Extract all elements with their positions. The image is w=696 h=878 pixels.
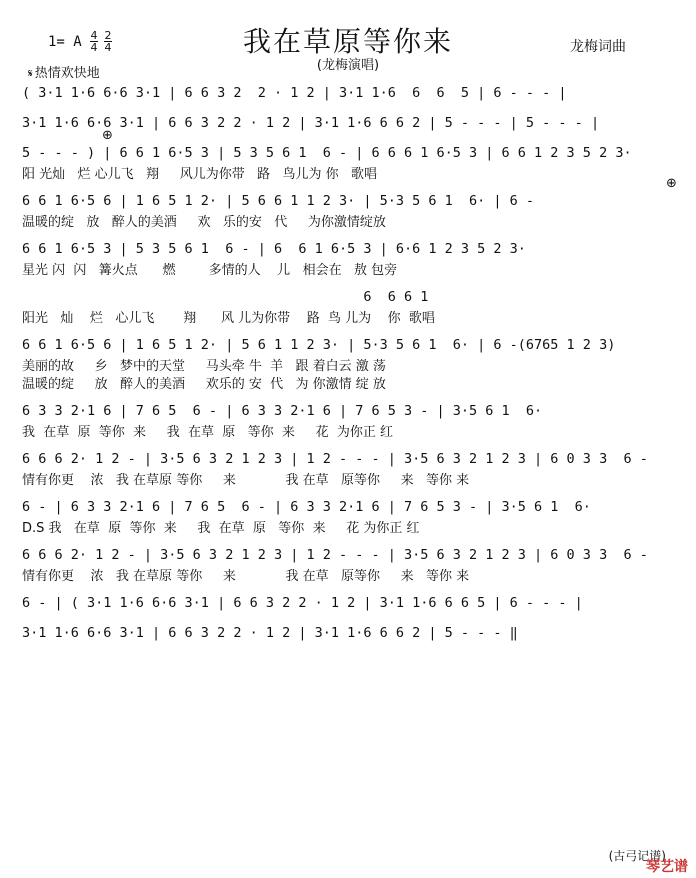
score-system — [22, 542, 678, 586]
score-system — [22, 398, 678, 442]
score-system — [22, 332, 678, 394]
notation-line: 6 6 6 1 — [22, 289, 429, 305]
time-signature-2: $\frac{2}{4}$ — [104, 29, 112, 54]
score-systems — [22, 80, 678, 650]
notation-line: 3·1 1·6 6·6 3·1 | 6 6 3 2 2 · 1 2 | 3·1 1·6 6 6 2 | 5 - - - ‖ — [22, 625, 518, 641]
lyric-line: D.S 我 在草 原 等你 来 我 在草 原 等你 来 花 为你正 红 — [22, 521, 420, 536]
lyric-line: 情有你更 浓 我 在草原 等你 来 我 在草 原等你 来 等你 来 — [22, 569, 470, 584]
composer-credit: 龙梅词曲 — [570, 39, 626, 55]
score-system — [22, 446, 678, 490]
notation-line: 6 3 3 2·1 6 | 7 6 5 6 - | 6 3 3 2·1 6 | 7 6 5 3 - | 3·5 6 1 6· — [22, 403, 543, 419]
site-watermark: 琴艺谱 — [646, 859, 688, 875]
lyric-line: 阳光 灿 烂 心儿飞 翔 风 儿为你带 路 鸟 儿为 你 歌唱 — [22, 311, 435, 326]
lyric-line: 美丽的故 乡 梦中的天堂 马头牵 牛 羊 跟 着白云 激 荡 — [22, 359, 386, 374]
notation-line: 6 - | 6 3 3 2·1 6 | 7 6 5 6 - | 6 3 3 2·1 6 | 7 6 5 3 - | 3·5 6 1 6· — [22, 499, 591, 515]
lyric-line: 我 在草 原 等你 来 我 在草 原 等你 来 花 为你正 红 — [22, 425, 393, 440]
score-system — [22, 128, 678, 184]
notation-line: 5 - - - ) | 6 6 1 6·5 3 | 5 3 5 6 1 6 - | 6 6 6 1 6·5 3 | 6 6 1 2 3 5 2 3· — [22, 145, 632, 161]
score-system — [22, 590, 678, 616]
coda-icon: ⊕ — [102, 128, 113, 143]
notation-line: 6 6 1 6·5 3 | 5 3 5 6 1 6 - | 6 6 1 6·5 3 | 6·6 1 2 3 5 2 3· — [22, 241, 526, 257]
lyric-line: 情有你更 浓 我 在草原 等你 来 我 在草 原等你 来 等你 来 — [22, 473, 470, 488]
score-system — [22, 80, 678, 106]
notation-line: 6 - | ( 3·1 1·6 6·6 3·1 | 6 6 3 2 2 · 1 2 | 3·1 1·6 6 6 5 | 6 - - - | — [22, 595, 583, 611]
score-system — [22, 284, 678, 328]
score-system — [22, 110, 678, 136]
score-system — [22, 620, 678, 646]
lyric-line: 阳 光灿 烂 心儿飞 翔 风儿为你带 路 鸟儿为 你 歌唱 — [22, 167, 378, 182]
notation-line: 6 6 1 6·5 6 | 1 6 5 1 2· | 5 6 1 1 2 3· | 5·3 5 6 1 6· | 6 -(6765 1 2 3) — [22, 337, 616, 353]
score-system — [22, 176, 678, 232]
score-system — [22, 494, 678, 538]
lyric-line: 温暖的绽 放 醉人的美酒 欢乐的 安 代 为 你激情 绽 放 — [22, 377, 386, 392]
score-system — [22, 236, 678, 280]
notation-line: 6 6 6 2· 1 2 - | 3·5 6 3 2 1 2 3 | 1 2 - - - | 3·5 6 3 2 1 2 3 | 6 0 3 3 6 - — [22, 547, 648, 563]
song-title: 我在草原等你来 — [242, 25, 453, 58]
time-signature-1: $\frac{4}{4}$ — [90, 29, 98, 54]
notation-line: 6 6 6 2· 1 2 - | 3·5 6 3 2 1 2 3 | 1 2 - - - | 3·5 6 3 2 1 2 3 | 6 0 3 3 6 - — [22, 451, 648, 467]
lyric-line: 星光 闪 闪 篝火点 燃 多情的人 儿 相会在 敖 包旁 — [22, 263, 398, 278]
tempo-marking: 𝄋 热情欢快地 — [28, 66, 100, 81]
notation-line: ( 3·1 1·6 6·6 3·1 | 6 6 3 2 2 · 1 2 | 3·1 1·6 6 6 5 | 6 - - - | — [22, 85, 567, 101]
lyric-line: 温暖的绽 放 醉人的美酒 欢 乐的安 代 为你激情绽放 — [22, 215, 386, 230]
key-signature: 1= A — [48, 34, 82, 50]
notation-line: 6 6 1 6·5 6 | 1 6 5 1 2· | 5 6 6 1 1 2 3· | 5·3 5 6 1 6· | 6 - — [22, 193, 535, 209]
notation-line: 3·1 1·6 6·6 3·1 | 6 6 3 2 2 · 1 2 | 3·1 1·6 6 6 2 | 5 - - - | 5 - - - | — [22, 115, 600, 131]
transcriber-credit: (古弓记谱) — [608, 849, 666, 863]
performer-note: (龙梅演唱) — [316, 58, 380, 73]
score-header — [0, 0, 696, 80]
segno-icon: 𝄋 — [28, 67, 33, 80]
coda-icon: ⊕ — [666, 176, 677, 191]
